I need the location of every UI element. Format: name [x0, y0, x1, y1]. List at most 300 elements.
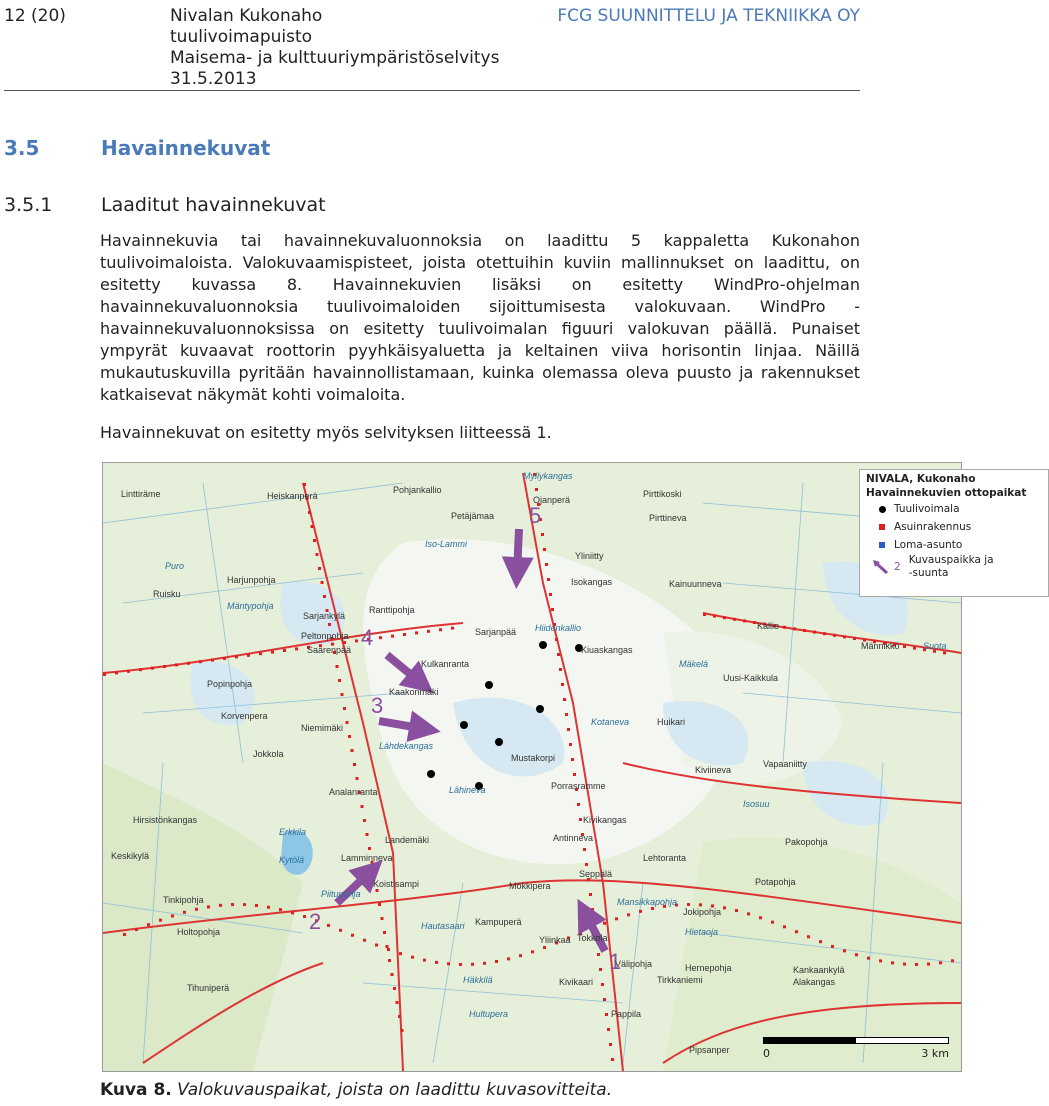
turbine: [536, 705, 544, 713]
place-name: Huikari: [657, 717, 686, 727]
residence-marker: [103, 673, 106, 676]
place-name: Mökkipera: [509, 881, 551, 891]
place-name: Harjunpohja: [227, 575, 276, 585]
residence-marker: [545, 563, 548, 566]
residence-marker: [195, 908, 198, 911]
place-name: Välipohja: [615, 959, 653, 969]
residence-marker: [855, 953, 858, 956]
residence-marker: [423, 959, 426, 962]
residence-marker: [356, 777, 359, 780]
residence-marker: [231, 903, 234, 906]
place-name: Hultupera: [469, 1009, 509, 1019]
place-name: Tinkipohja: [163, 895, 204, 905]
place-name: Linttiräme: [121, 489, 161, 499]
place-name: Vapaaniitty: [763, 759, 807, 769]
place-name: Mäkelä: [679, 659, 709, 669]
place-name: Kallio: [757, 621, 780, 631]
header-divider: [4, 90, 860, 91]
residence-marker: [541, 533, 544, 536]
residence-marker: [951, 959, 954, 962]
scale-end: 3 km: [921, 1047, 949, 1060]
place-name: Landemäki: [385, 835, 430, 845]
residence-marker: [551, 608, 554, 611]
residence-marker: [699, 903, 702, 906]
residence-marker: [175, 663, 178, 666]
place-name: Hiidenkallio: [535, 623, 582, 633]
residence-marker: [609, 1043, 612, 1046]
place-name: Tokkola: [577, 933, 608, 943]
residence-marker: [559, 668, 562, 671]
photo-arrow-5: [517, 529, 519, 573]
residence-marker: [483, 962, 486, 965]
arrow-label-4: 4: [361, 625, 374, 650]
residence-marker: [283, 649, 286, 652]
residence-marker: [733, 618, 736, 621]
residence-marker: [793, 627, 796, 630]
place-name: Antinneva: [553, 833, 594, 843]
place-name: Jokkola: [253, 749, 284, 759]
place-name: Lähdekangas: [379, 741, 434, 751]
residence-marker: [531, 950, 534, 953]
residence-marker: [549, 593, 552, 596]
header-date: 31.5.2013: [170, 69, 257, 89]
arrow-icon: [871, 559, 893, 575]
residence-marker: [813, 631, 816, 634]
place-name: Lähineva: [449, 785, 486, 795]
residence-marker: [368, 847, 371, 850]
caption-label: Kuva 8.: [100, 1080, 172, 1100]
header-line-3: Maisema- ja kulttuuriympäristöselvitys: [170, 48, 500, 68]
residence-marker: [519, 954, 522, 957]
turbine: [495, 738, 503, 746]
legend-arrow-number: 2: [894, 560, 901, 573]
place-name: Kankaankylä: [793, 965, 845, 975]
residence-marker: [388, 959, 391, 962]
residence-marker: [396, 1001, 399, 1004]
legend-label: Loma-asunto: [894, 539, 963, 551]
residence-marker: [843, 949, 846, 952]
body-paragraph-2: Havainnekuvat on esitetty myös selvityksen liitteessä 1.: [100, 423, 552, 442]
residence-marker: [393, 987, 396, 990]
header-project-info: [170, 6, 570, 90]
residence-marker: [308, 511, 311, 514]
arrow-label-1: 1: [609, 949, 622, 974]
residence-marker: [378, 903, 381, 906]
residence-marker: [316, 553, 319, 556]
place-name: Myllykangas: [523, 471, 573, 481]
place-name: Jokipohja: [683, 907, 722, 917]
residence-marker: [439, 628, 442, 631]
arrow-label-3: 3: [371, 693, 384, 718]
residence-marker: [831, 945, 834, 948]
residence-marker: [311, 525, 314, 528]
residence-marker: [351, 749, 354, 752]
residence-marker: [339, 929, 342, 932]
place-name: Hirsistönkangas: [133, 815, 198, 825]
place-name: Kotaneva: [591, 717, 630, 727]
place-name: Lehtoranta: [643, 853, 687, 863]
residence-marker: [723, 616, 726, 619]
residence-marker: [547, 578, 550, 581]
residence-marker: [939, 961, 942, 964]
place-name: Ranttipohja: [369, 605, 415, 615]
residence-marker: [379, 636, 382, 639]
residence-marker: [579, 818, 582, 821]
residence-marker: [271, 651, 274, 654]
residence-marker: [267, 906, 270, 909]
residence-marker: [597, 953, 600, 956]
turbine: [539, 641, 547, 649]
body-paragraph-1: Havainnekuvia tai havainnekuvaluonnoksia on laadittu 5 kappaletta Kukonahon tuulivoimaloista. Valokuvaamispisteet, joista otettuihin kuviin mallinnukset on laadittu, on esitetty kuvassa 8. Havainnekuvien lisäksi on esitetty WindPro-ohjelman havainnekuvaluonnoksia tuulivoimaloiden sijoittumisesta valokuvaan. WindPro -havainnekuvaluonnoksissa on esitetty tuulivoimalan figuuri valokuvan päällä. Punaiset ympyrät kuvaavat roottorin pyyhkäisyaluetta ja keltainen viiva horisontin linjaa. Näillä mukautuskuvilla pyritään havainnollistamaan, kuinka olemassa oleva puusto ja rakennukset katkaisevat näkymät kohti voimaloita.: [100, 231, 860, 404]
residence-marker: [341, 693, 344, 696]
residence-marker: [351, 934, 354, 937]
residence-marker: [703, 613, 706, 616]
residence-square-icon: [879, 524, 885, 530]
legend-label: Tuulivoimala: [894, 503, 960, 515]
residence-marker: [567, 728, 570, 731]
figure-caption: [100, 1080, 612, 1100]
legend-label: Kuvauspaikka ja -suunta: [908, 554, 994, 579]
place-name: Pappila: [611, 1009, 642, 1019]
residence-marker: [639, 910, 642, 913]
residence-marker: [255, 904, 258, 907]
residence-marker: [735, 909, 738, 912]
residence-marker: [163, 665, 166, 668]
place-name: Potapohja: [755, 877, 796, 887]
residence-marker: [573, 773, 576, 776]
place-name: Hietaoja: [685, 927, 719, 937]
residence-marker: [336, 665, 339, 668]
residence-marker: [601, 983, 604, 986]
residence-marker: [543, 946, 546, 949]
residence-marker: [391, 973, 394, 976]
residence-marker: [555, 638, 558, 641]
residence-marker: [535, 488, 538, 491]
place-name: Popinpohja: [207, 679, 253, 689]
residence-marker: [373, 875, 376, 878]
place-name: Keskikylä: [111, 851, 150, 861]
place-name: Männikkö: [861, 641, 900, 651]
residence-marker: [771, 921, 774, 924]
place-name: Alakangas: [793, 977, 836, 987]
residence-marker: [603, 998, 606, 1001]
arrow-label-2: 2: [309, 909, 322, 934]
place-name: Isokangas: [571, 577, 613, 587]
residence-marker: [459, 963, 462, 966]
place-name: Tihuniperä: [187, 983, 230, 993]
residence-marker: [867, 957, 870, 960]
place-name: Sarjankylä: [303, 611, 346, 621]
legend-label: Asuinrakennus: [894, 521, 972, 533]
place-name: Mustakorpi: [511, 753, 556, 763]
residence-marker: [391, 635, 394, 638]
place-name: Iso-Lammi: [425, 539, 468, 549]
residence-marker: [211, 659, 214, 662]
place-name: Isosuu: [743, 799, 770, 809]
header-line-2: tuulivoimapuisto: [170, 27, 313, 47]
residence-marker: [843, 635, 846, 638]
residence-marker: [565, 713, 568, 716]
residence-marker: [447, 962, 450, 965]
residence-marker: [589, 893, 592, 896]
residence-marker: [583, 848, 586, 851]
residence-marker: [823, 632, 826, 635]
residence-marker: [338, 679, 341, 682]
residence-marker: [605, 1013, 608, 1016]
residence-marker: [219, 904, 222, 907]
place-name: Kainuunneva: [669, 579, 722, 589]
residence-marker: [451, 627, 454, 630]
residence-marker: [291, 911, 294, 914]
residence-marker: [943, 651, 946, 654]
place-name: Tirkkaniemi: [657, 975, 703, 985]
place-name: Heiskanperä: [267, 491, 318, 501]
turbine: [427, 770, 435, 778]
place-name: Häkkilä: [463, 975, 493, 985]
residence-marker: [247, 654, 250, 657]
place-name: Pirttikoski: [643, 489, 682, 499]
residence-marker: [327, 924, 330, 927]
map-figure: [102, 462, 1027, 1072]
place-name: Porrasramme: [551, 781, 606, 791]
residence-marker: [543, 548, 546, 551]
place-name: Saarenpää: [307, 645, 352, 655]
residence-marker: [171, 914, 174, 917]
residence-marker: [687, 903, 690, 906]
place-name: Kulkanranta: [421, 659, 470, 669]
residence-marker: [223, 657, 226, 660]
residence-marker: [348, 735, 351, 738]
legend-title-2: Havainnekuvien ottopaikat: [866, 487, 1027, 499]
residence-marker: [353, 763, 356, 766]
page-number: 12 (20): [4, 6, 66, 26]
residence-marker: [235, 655, 238, 658]
residence-marker: [783, 626, 786, 629]
residence-marker: [753, 621, 756, 624]
residence-marker: [913, 647, 916, 650]
residence-marker: [355, 639, 358, 642]
residence-marker: [591, 908, 594, 911]
residence-marker: [279, 908, 282, 911]
residence-marker: [415, 631, 418, 634]
map-canvas: [103, 463, 961, 1071]
place-name: Kivikaari: [559, 977, 594, 987]
residence-marker: [651, 907, 654, 910]
residence-marker: [585, 863, 588, 866]
section-title: Havainnekuvat: [101, 136, 271, 160]
residence-marker: [747, 912, 750, 915]
place-name: Erkkila: [279, 827, 307, 837]
residence-marker: [713, 615, 716, 618]
residence-marker: [398, 1015, 401, 1018]
place-name: Puro: [165, 561, 185, 571]
map-legend: [859, 469, 1049, 597]
residence-marker: [318, 567, 321, 570]
turbine-dot-icon: [879, 506, 886, 513]
residence-marker: [328, 623, 331, 626]
residence-marker: [879, 959, 882, 962]
residence-marker: [615, 917, 618, 920]
place-name: Mäntypohja: [227, 601, 274, 611]
residence-marker: [495, 960, 498, 963]
residence-marker: [361, 805, 364, 808]
residence-marker: [139, 668, 142, 671]
residence-marker: [833, 634, 836, 637]
residence-marker: [386, 945, 389, 948]
legend-item-photo-location: [860, 554, 1048, 580]
place-name: Kytölä: [279, 855, 305, 865]
place-name: Kampuperä: [475, 917, 522, 927]
arrow-label-5: 5: [529, 503, 542, 528]
residence-marker: [743, 619, 746, 622]
residence-marker: [599, 968, 602, 971]
residence-marker: [807, 935, 810, 938]
residence-marker: [199, 660, 202, 663]
place-name: Petäjämaa: [451, 511, 495, 521]
residence-marker: [411, 956, 414, 959]
residence-marker: [135, 928, 138, 931]
place-name: Piitupohja: [321, 889, 361, 899]
place-name: Kiviineva: [695, 765, 732, 775]
residence-marker: [563, 698, 566, 701]
residence-marker: [759, 916, 762, 919]
place-name: Pakopohja: [785, 837, 828, 847]
turbine: [485, 681, 493, 689]
residence-marker: [603, 922, 606, 925]
residence-marker: [323, 595, 326, 598]
residence-marker: [259, 652, 262, 655]
residence-marker: [723, 906, 726, 909]
holiday-home-square-icon: [879, 542, 885, 548]
residence-marker: [313, 539, 316, 542]
place-name: Hernepohja: [685, 963, 732, 973]
residence-marker: [363, 939, 366, 942]
place-name: Yliniitty: [575, 551, 604, 561]
residence-marker: [927, 963, 930, 966]
place-name: Kivikangas: [583, 815, 627, 825]
place-name: Pohjankallio: [393, 485, 442, 495]
residence-marker: [399, 952, 402, 955]
place-name: Korvenpera: [221, 711, 268, 721]
residence-marker: [381, 917, 384, 920]
residence-marker: [819, 940, 822, 943]
residence-marker: [127, 670, 130, 673]
residence-marker: [569, 743, 572, 746]
place-name: Uusi-Kaikkula: [723, 673, 779, 683]
place-name: Mansikkapohja: [617, 897, 678, 907]
residence-marker: [507, 957, 510, 960]
residence-marker: [375, 944, 378, 947]
residence-marker: [387, 948, 390, 951]
place-name: Lamminneva: [341, 853, 393, 863]
residence-marker: [435, 961, 438, 964]
header-company: FCG SUUNNITTELU JA TEKNIIKKA OY: [557, 6, 860, 26]
residence-marker: [611, 1058, 614, 1061]
place-name: Kaakonmäki: [389, 687, 439, 697]
residence-marker: [321, 581, 324, 584]
residence-marker: [403, 633, 406, 636]
residence-marker: [853, 637, 856, 640]
scale-start: 0: [763, 1047, 770, 1060]
scale-bar: [763, 1037, 949, 1060]
legend-item-turbine: [860, 500, 1048, 518]
place-name: Holtopohja: [177, 927, 221, 937]
residence-marker: [557, 653, 560, 656]
residence-marker: [115, 671, 118, 674]
residence-marker: [471, 963, 474, 966]
residence-marker: [295, 647, 298, 650]
residence-marker: [159, 919, 162, 922]
residence-marker: [915, 963, 918, 966]
residence-marker: [303, 915, 306, 918]
place-name: Sarjanpää: [475, 627, 517, 637]
residence-marker: [903, 963, 906, 966]
place-name: Pirttineva: [649, 513, 687, 523]
place-name: Ojanperä: [533, 495, 571, 505]
header-line-1: Nivalan Kukonaho: [170, 6, 323, 26]
residence-marker: [123, 933, 126, 936]
residence-marker: [627, 913, 630, 916]
place-name: Seppälä: [579, 869, 613, 879]
residence-marker: [303, 483, 306, 486]
residence-marker: [187, 662, 190, 665]
legend-title-1: NIVALA, Kukonaho: [866, 473, 976, 485]
residence-marker: [363, 819, 366, 822]
caption-text: Valokuvauspaikat, joista on laadittu kuvasovitteita.: [177, 1080, 613, 1100]
section-number: 3.5: [4, 136, 40, 160]
legend-title: [860, 470, 1048, 500]
residence-marker: [343, 641, 346, 644]
residence-marker: [376, 889, 379, 892]
residence-marker: [561, 683, 564, 686]
place-name: Suota: [923, 641, 947, 651]
turbine: [460, 721, 468, 729]
residence-marker: [343, 707, 346, 710]
residence-marker: [207, 905, 210, 908]
residence-marker: [803, 629, 806, 632]
residence-marker: [366, 833, 369, 836]
residence-marker: [577, 803, 580, 806]
place-name: Koistisampi: [373, 879, 420, 889]
place-name: Pipsanper: [689, 1045, 730, 1055]
place-name: Yliinkaa: [539, 935, 571, 945]
residence-marker: [783, 925, 786, 928]
place-name: Hautasaari: [421, 921, 465, 931]
place-name: Kiuaskangas: [581, 645, 633, 655]
residence-marker: [183, 911, 186, 914]
residence-marker: [571, 758, 574, 761]
residence-marker: [401, 1029, 404, 1032]
place-name: Ruisku: [153, 589, 181, 599]
residence-marker: [607, 1028, 610, 1031]
place-name: Niemimäki: [301, 723, 344, 733]
subsection-title: Laaditut havainnekuvat: [101, 194, 326, 216]
scale-bar-graphic: [763, 1037, 949, 1044]
residence-marker: [147, 923, 150, 926]
legend-item-holiday-home: [860, 536, 1048, 554]
residence-marker: [243, 903, 246, 906]
residence-marker: [427, 630, 430, 633]
residence-marker: [891, 961, 894, 964]
subsection-number: 3.5.1: [4, 194, 53, 216]
place-name: Peltonpohja: [301, 631, 349, 641]
residence-marker: [151, 667, 154, 670]
residence-marker: [383, 931, 386, 934]
place-name: Analanranta: [329, 787, 378, 797]
residence-marker: [903, 645, 906, 648]
residence-marker: [346, 721, 349, 724]
legend-item-residence: [860, 518, 1048, 536]
